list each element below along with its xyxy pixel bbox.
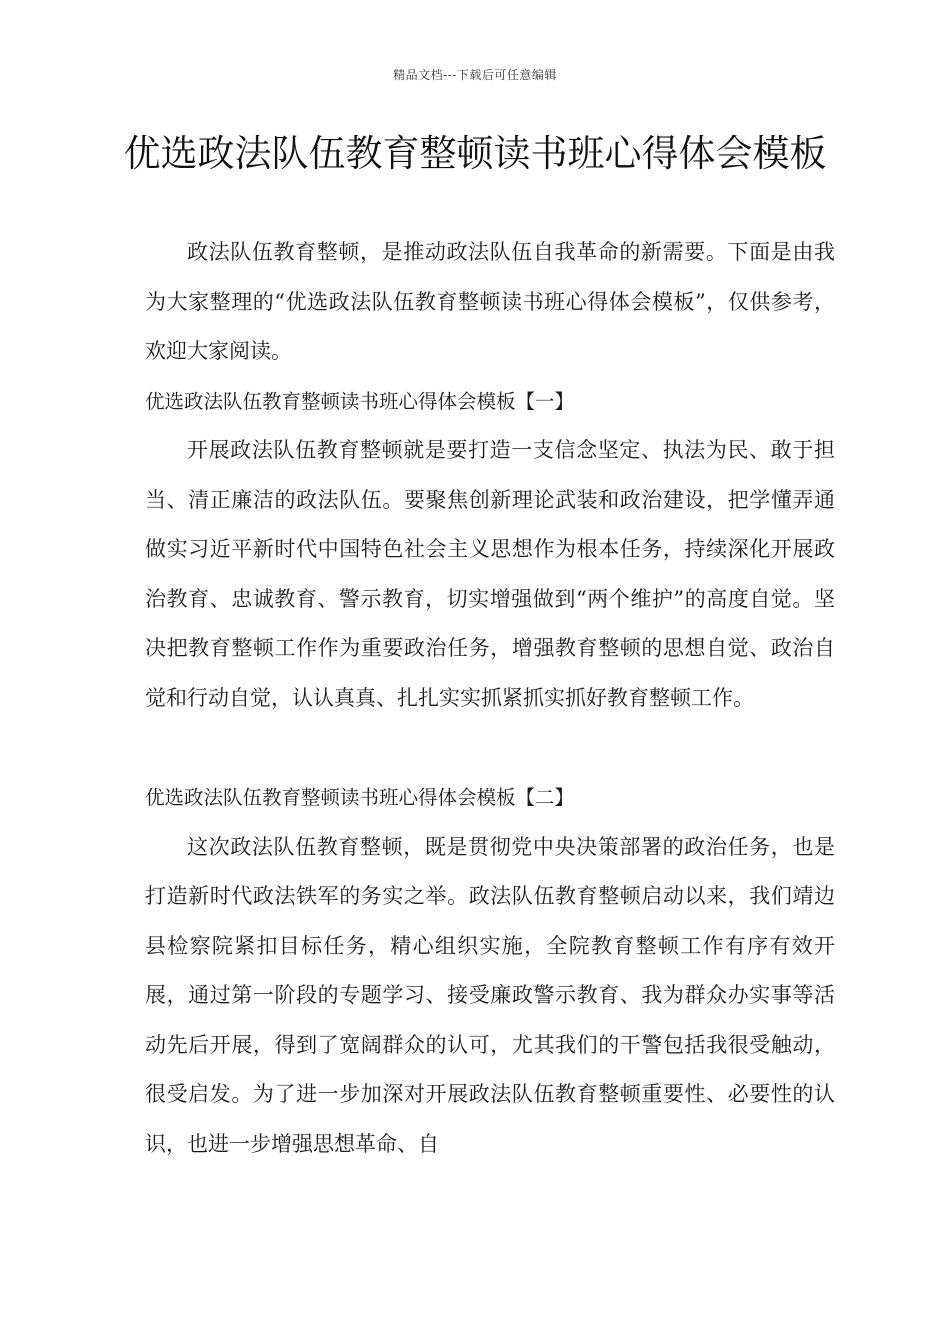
intro-paragraph: 政法队伍教育整顿，是推动政法队伍自我革命的新需要。下面是由我为大家整理的“优选政法队伍教育整顿读书班心得体会模板”，仅供参考，欢迎大家阅读。 — [145, 240, 835, 363]
section-paragraph-1: 开展政法队伍教育整顿就是要打造一支信念坚定、执法为民、敢于担当、清正廉洁的政法队伍。要聚焦创新理论武装和政治建设，把学懂弄通做实习近平新时代中国特色社会主义思想作为根本任务，持续深化开展政治教育、忠诚教育、警示教育，切实增强做到“两个维护”的高度自觉。坚决把教育整顿工作作为重要政治任务，增强教育整顿的思想自觉、政治自觉和行动自觉，认认真真、扎扎实实抓紧抓实抓好教育整顿工作。 — [145, 438, 835, 710]
section-paragraph-2: 这次政法队伍教育整顿，既是贯彻党中央决策部署的政治任务，也是打造新时代政法铁军的务实之举。政法队伍教育整顿启动以来，我们靖边县检察院紧扣目标任务，精心组织实施，全院教育整顿工作有序有效开展，通过第一阶段的专题学习、接受廉政警示教育、我为群众办实事等活动先后开展，得到了宽阔群众的认可，尤其我们的干警包括我很受触动，很受启发。为了进一步加深对开展政法队伍教育整顿重要性、必要性的认识，也进一步增强思想革命、自 — [145, 834, 835, 1156]
document-body — [145, 228, 835, 1169]
section-heading-1: 优选政法队伍教育整顿读书班心得体会模板【一】 — [145, 389, 575, 413]
header-note: 精品文档---下载后可任意编辑 — [393, 68, 557, 82]
section-heading-2: 优选政法队伍教育整顿读书班心得体会模板【二】 — [145, 786, 575, 809]
document-title: 优选政法队伍教育整顿读书班心得体会模板 — [123, 132, 827, 175]
section-spacer — [145, 723, 835, 773]
